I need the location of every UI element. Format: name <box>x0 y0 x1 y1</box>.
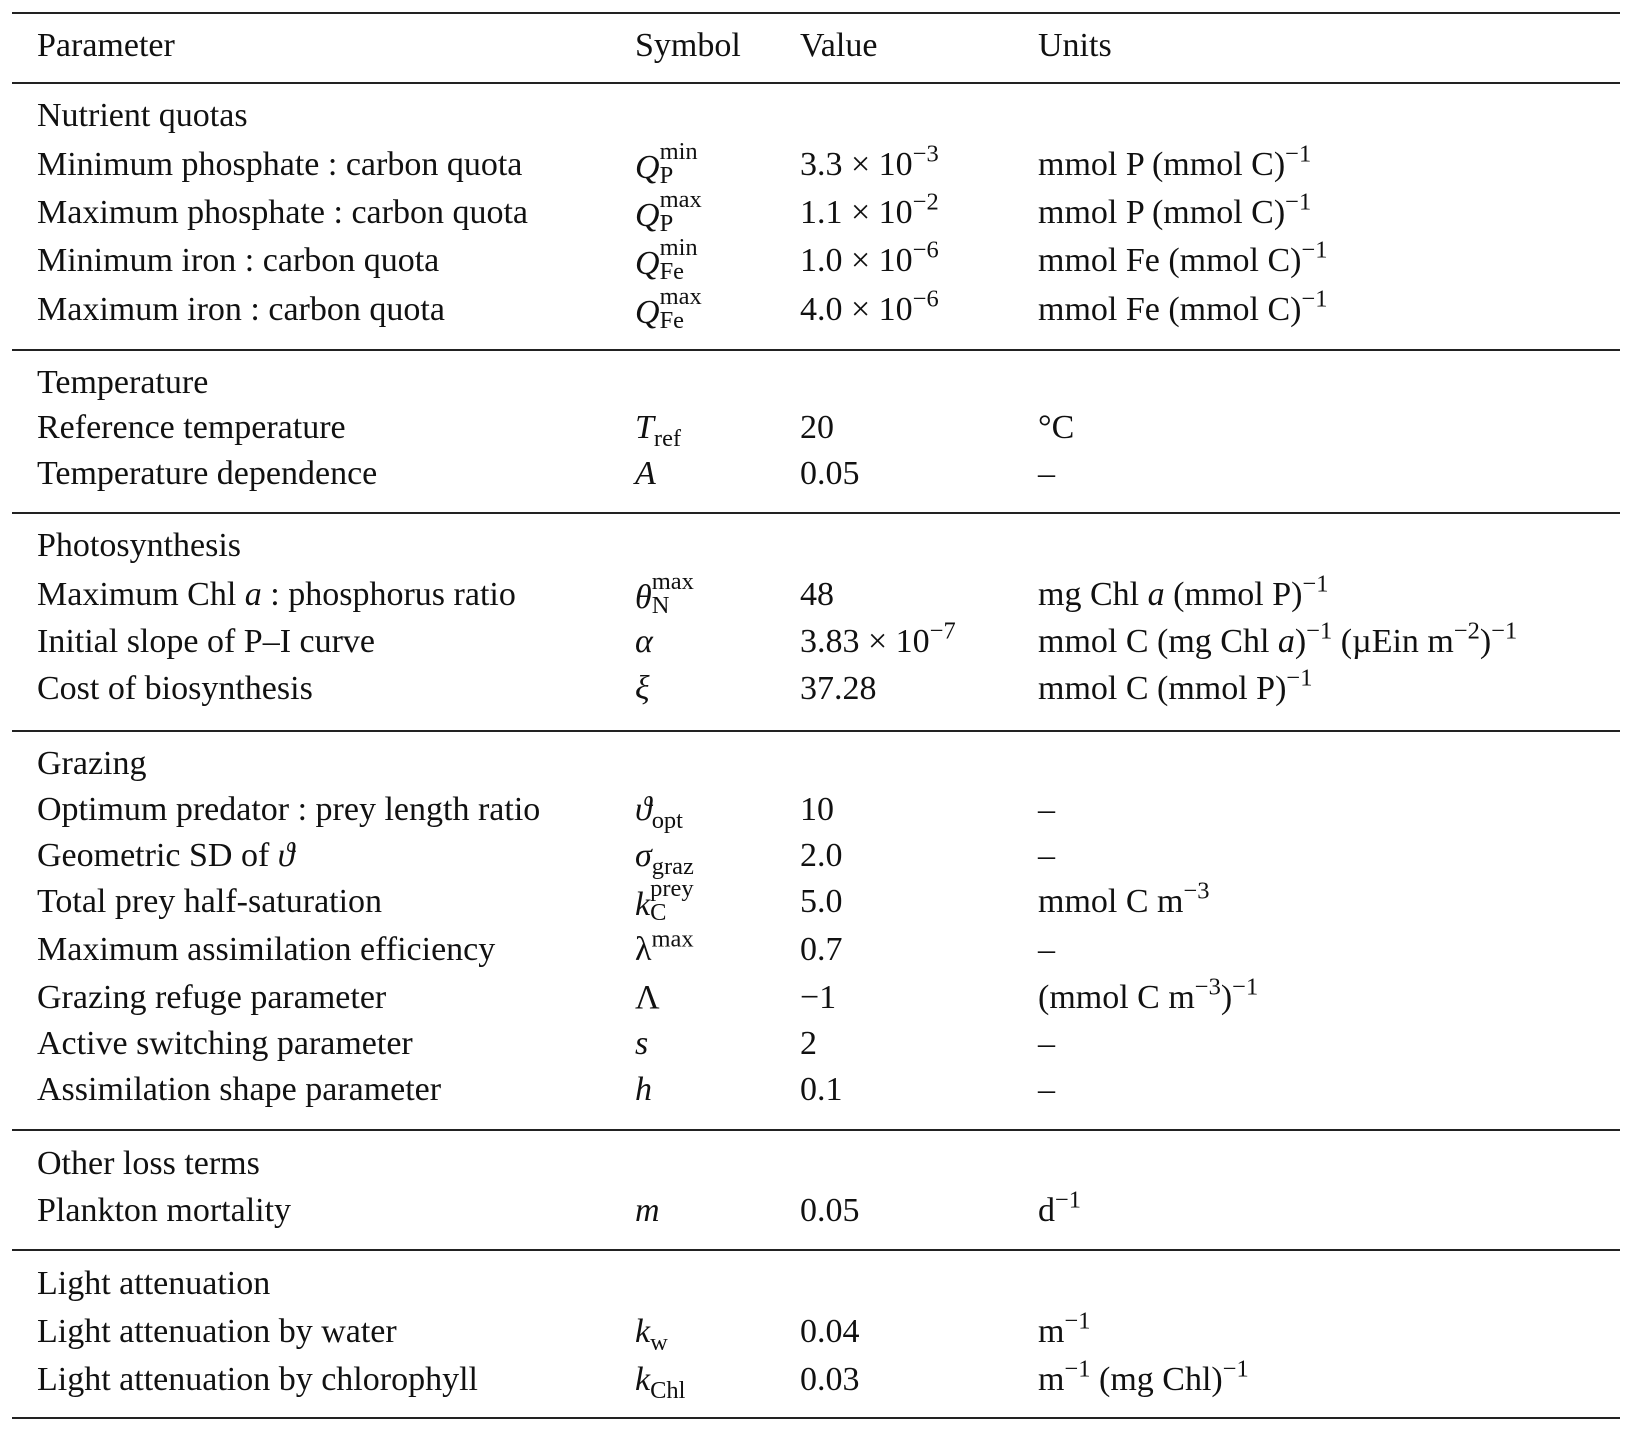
param-name: Optimum predator : prey length ratio <box>37 791 541 828</box>
param-symbol: $\sigma_{graz}$ <box>635 837 694 880</box>
param-symbol: α <box>635 623 653 660</box>
param-name: Light attenuation by water <box>37 1313 397 1350</box>
param-value: −1 <box>800 979 837 1016</box>
param-name: Cost of biosynthesis <box>37 670 313 707</box>
param-units: °C <box>1038 409 1075 446</box>
param-value: 0.7 <box>800 931 843 968</box>
param-value: $1.0 \times 10^{-6}$ <box>800 236 939 279</box>
section-rule <box>12 730 1620 732</box>
param-value: 0.1 <box>800 1071 843 1108</box>
section-rule <box>12 1249 1620 1251</box>
header-units: Units <box>1038 27 1112 64</box>
param-name: Minimum iron : carbon quota <box>37 242 440 279</box>
param-symbol: s <box>635 1025 649 1062</box>
param-symbol: ξ <box>635 670 650 707</box>
param-units: $m^{-1}$ <box>1038 1307 1091 1350</box>
param-symbol: $ϑ_{opt}$ <box>635 791 683 834</box>
param-units: – <box>1038 1025 1055 1062</box>
section-rule <box>12 1129 1620 1131</box>
param-units: mmol Fe (mmol C)$^{-1}$ <box>1038 236 1328 279</box>
section-title-photosynthesis: Photosynthesis <box>37 527 242 564</box>
section-rule <box>12 512 1620 514</box>
param-name: Maximum phosphate : carbon quota <box>37 194 529 231</box>
param-value: 10 <box>800 791 834 828</box>
param-units: – <box>1038 1071 1055 1108</box>
param-symbol: $T_{ref}$ <box>635 409 682 452</box>
param-symbol: $k_{Chl}$ <box>635 1361 686 1404</box>
param-name: Maximum iron : carbon quota <box>37 291 445 328</box>
param-symbol: Q min P <box>635 138 698 190</box>
bottom-rule <box>12 1417 1620 1419</box>
param-value: 0.03 <box>800 1361 860 1398</box>
section-title-loss: Other loss terms <box>37 1145 260 1182</box>
param-value: 5.0 <box>800 883 843 920</box>
param-value: $3.83 \times 10^{-7}$ <box>800 617 956 660</box>
param-name: Maximum assimilation efficiency <box>37 931 496 968</box>
header-value: Value <box>800 27 878 64</box>
param-symbol: Λ <box>635 979 660 1016</box>
param-name: Temperature dependence <box>37 455 378 492</box>
param-name: Total prey half-saturation <box>37 883 383 920</box>
param-units: – <box>1038 455 1055 492</box>
param-symbol: Q min Fe <box>635 234 698 286</box>
param-units: mmol P (mmol C)$^{-1}$ <box>1038 140 1312 183</box>
param-units: mg Chl a (mmol P)$^{-1}$ <box>1038 570 1329 613</box>
param-value: 37.28 <box>800 670 877 707</box>
param-value: $3.3 \times 10^{-3}$ <box>800 140 939 183</box>
param-units: – <box>1038 931 1055 968</box>
param-value: 2 <box>800 1025 817 1062</box>
param-units: mmol P (mmol C)$^{-1}$ <box>1038 188 1312 231</box>
param-value: 0.05 <box>800 455 860 492</box>
param-symbol: Q max Fe <box>635 283 702 335</box>
param-units: $d^{-1}$ <box>1038 1186 1082 1229</box>
param-symbol: h <box>635 1071 652 1108</box>
param-symbol: m <box>635 1192 660 1229</box>
param-units: – <box>1038 791 1055 828</box>
param-value: 0.04 <box>800 1313 860 1350</box>
section-title-nutrient: Nutrient quotas <box>37 97 248 134</box>
param-name: Minimum phosphate : carbon quota <box>37 146 523 183</box>
param-name: Grazing refuge parameter <box>37 979 387 1016</box>
param-symbol: $\lambda^{max}$ <box>635 925 694 968</box>
param-value: 2.0 <box>800 837 843 874</box>
param-units: mmol C (mmol P)$^{-1}$ <box>1038 664 1313 707</box>
section-title-grazing: Grazing <box>37 745 147 782</box>
param-value: 20 <box>800 409 834 446</box>
param-symbol: $k_w$ <box>635 1313 668 1356</box>
section-rule <box>12 349 1620 351</box>
section-title-light: Light attenuation <box>37 1265 271 1302</box>
param-name: Assimilation shape parameter <box>37 1071 442 1108</box>
param-name: Maximum Chl a : phosphorus ratio <box>37 576 516 613</box>
param-units: (mmol C $m^{-3})^{-1}$ <box>1038 973 1259 1016</box>
top-rule <box>12 12 1620 14</box>
param-units: mmol C (mg Chl a)$^{-1}$ (µEin $m^{-2})^{-1}$ <box>1038 617 1518 660</box>
param-units: $m^{-1}$ (mg Chl)$^{-1}$ <box>1038 1355 1249 1398</box>
param-symbol: Q max P <box>635 186 702 238</box>
param-name: Reference temperature <box>37 409 346 446</box>
param-symbol: k prey C <box>635 875 694 927</box>
param-name: Light attenuation by chlorophyll <box>37 1361 478 1398</box>
param-name: Plankton mortality <box>37 1192 292 1229</box>
param-value: 0.05 <box>800 1192 860 1229</box>
param-value: 48 <box>800 576 834 613</box>
param-name: Active switching parameter <box>37 1025 413 1062</box>
param-name: Initial slope of P–I curve <box>37 623 376 660</box>
header-parameter: Parameter <box>37 27 175 64</box>
section-title-temperature: Temperature <box>37 364 209 401</box>
param-symbol: θ max N <box>635 568 694 620</box>
param-value: $4.0 \times 10^{-6}$ <box>800 285 939 328</box>
param-units: mmol Fe (mmol C)$^{-1}$ <box>1038 285 1328 328</box>
param-units: – <box>1038 837 1055 874</box>
param-symbol: A <box>635 455 656 492</box>
header-rule <box>12 82 1620 84</box>
param-name: Geometric SD of ϑ <box>37 837 295 874</box>
param-units: mmol C $m^{-3}$ <box>1038 877 1210 920</box>
header-symbol: Symbol <box>635 27 741 64</box>
param-value: $1.1 \times 10^{-2}$ <box>800 188 939 231</box>
